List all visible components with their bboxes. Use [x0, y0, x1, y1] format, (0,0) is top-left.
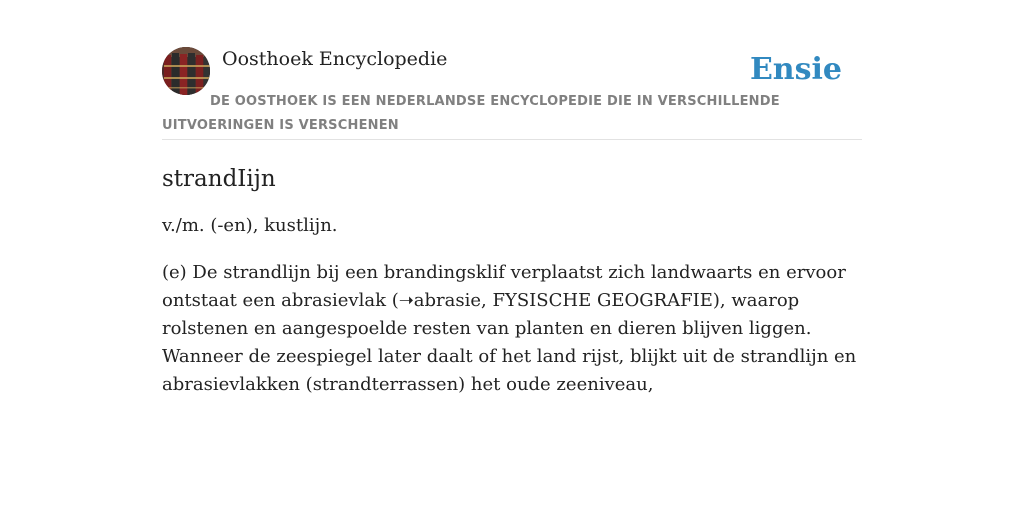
source-header: [162, 44, 862, 140]
ensie-logo[interactable]: Ensie: [749, 52, 842, 87]
entry-title: strandIijn: [162, 166, 276, 192]
source-description: DE OOSTHOEK IS EEN NEDERLANDSE ENCYCLOPEDIE DIE IN VERSCHILLENDE UITVOERINGEN IS VERSCHENEN: [162, 94, 780, 133]
entry-paragraph: (e) De strandlijn bij een brandingsklif verplaatst zich landwaarts en ervoor ontstaat een abrasievlak (➝abrasie, FYSISCHE GEOGRAFIE), waarop rolstenen en aangespoelde resten van planten en dieren blijven liggen. Wanneer de zeespiegel later daalt of het land rijst, blijkt uit de strandlijn en abrasievlakken (strandterrassen) het oude zeeniveau,: [162, 262, 857, 395]
entry-content: [162, 162, 862, 399]
entry-definition: v./m. (-en), kustlijn.: [162, 215, 338, 236]
encyclopedia-books-icon[interactable]: [162, 47, 210, 95]
source-name[interactable]: Oosthoek Encyclopedie: [222, 48, 448, 70]
